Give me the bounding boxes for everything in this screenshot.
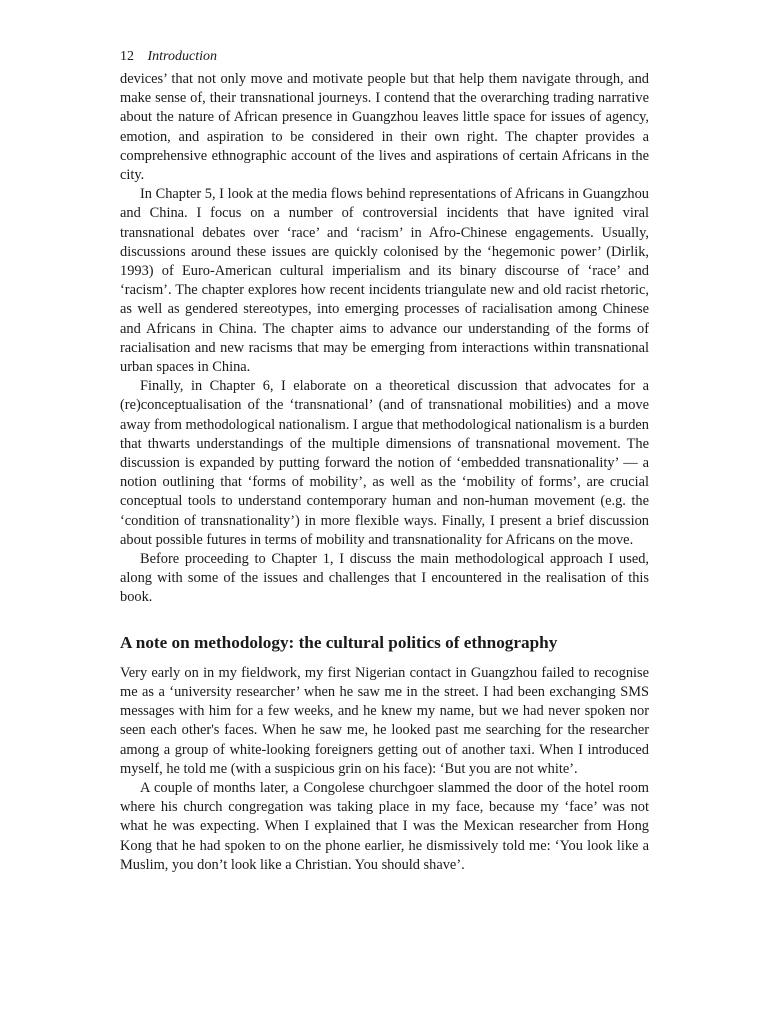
body-text	[120, 70, 649, 875]
running-head-title: Introduction	[147, 49, 217, 64]
section-heading: A note on methodology: the cultural politics of ethnography	[120, 632, 558, 652]
paragraph: Before proceeding to Chapter 1, I discuss the main methodological approach I used, along with some of the issues and challenges that I encountered in the realisation of this book.	[120, 551, 649, 606]
page-number: 12	[120, 49, 134, 64]
paragraph: Very early on in my fieldwork, my first Nigerian contact in Guangzhou failed to recognise me as a ‘university researcher’ when he saw me in the street. I had been exchanging SMS messages with him for a few weeks, and he knew my name, but we had never spoken nor seen each other's faces. When he saw me, he looked past me searching for the researcher among a group of white-looking foreigners getting out of another taxi. When I introduced myself, he told me (with a suspicious grin on his face): ‘But you are not white’.	[120, 664, 649, 777]
running-head	[120, 48, 649, 66]
paragraph: devices’ that not only move and motivate people but that help them navigate through, and make sense of, their transnational journeys. I contend that the overarching trading narrative about the nature of African presence in Guangzhou leaves little space for issues of agency, emotion, and aspiration to be considered in their own right. The chapter provides a comprehensive ethnographic account of the lives and aspirations of certain Africans in the city.	[120, 71, 649, 184]
paragraph: In Chapter 5, I look at the media flows behind representations of Africans in Guangzhou and China. I focus on a number of controversial incidents that have ignited viral transnational debates over ‘race’ and ‘racism’ in Afro-Chinese engagements. Usually, discussions around these issues are quickly colonised by the ‘hegemonic power’ (Dirlik, 1993) of Euro-American cultural imperialism and its binary discourse of ‘race’ and ‘racism’. The chapter explores how recent incidents triangulate new and old racist rhetoric, as well as gendered stereotypes, into emerging processes of racialisation among Chinese and Africans in China. The chapter aims to advance our understanding of the forms of racialisation and new racisms that may be emerging from interactions within transnational urban spaces in China.	[120, 186, 649, 376]
paragraph: A couple of months later, a Congolese churchgoer slammed the door of the hotel room where his church congregation was taking place in my face, because my ‘face’ was not what he was expecting. When I explained that I was the Mexican researcher from Hong Kong that he had spoken to on the phone earlier, he dismissively told me: ‘You look like a Muslim, you don’t look like a Christian. You should shave’.	[120, 779, 649, 873]
book-page	[120, 48, 649, 875]
paragraph: Finally, in Chapter 6, I elaborate on a theoretical discussion that advocates for a (re)conceptualisation of the ‘transnational’ (and of transnational mobilities) and a move away from methodological nationalism. I argue that methodological nationalism is a burden that thwarts understandings of the multiple dimensions of transnational movement. The discussion is expanded by putting forward the notion of ‘embedded transnationality’ — a notion outlining that ‘forms of mobility’, as well as the ‘mobility of forms’, are crucial conceptual tools to understand contemporary human and non-human movement (e.g. the ‘condition of transnationality’) in more flexible ways. Finally, I present a brief discussion about possible futures in terms of mobility and transnationality for Africans on the move.	[120, 378, 649, 548]
